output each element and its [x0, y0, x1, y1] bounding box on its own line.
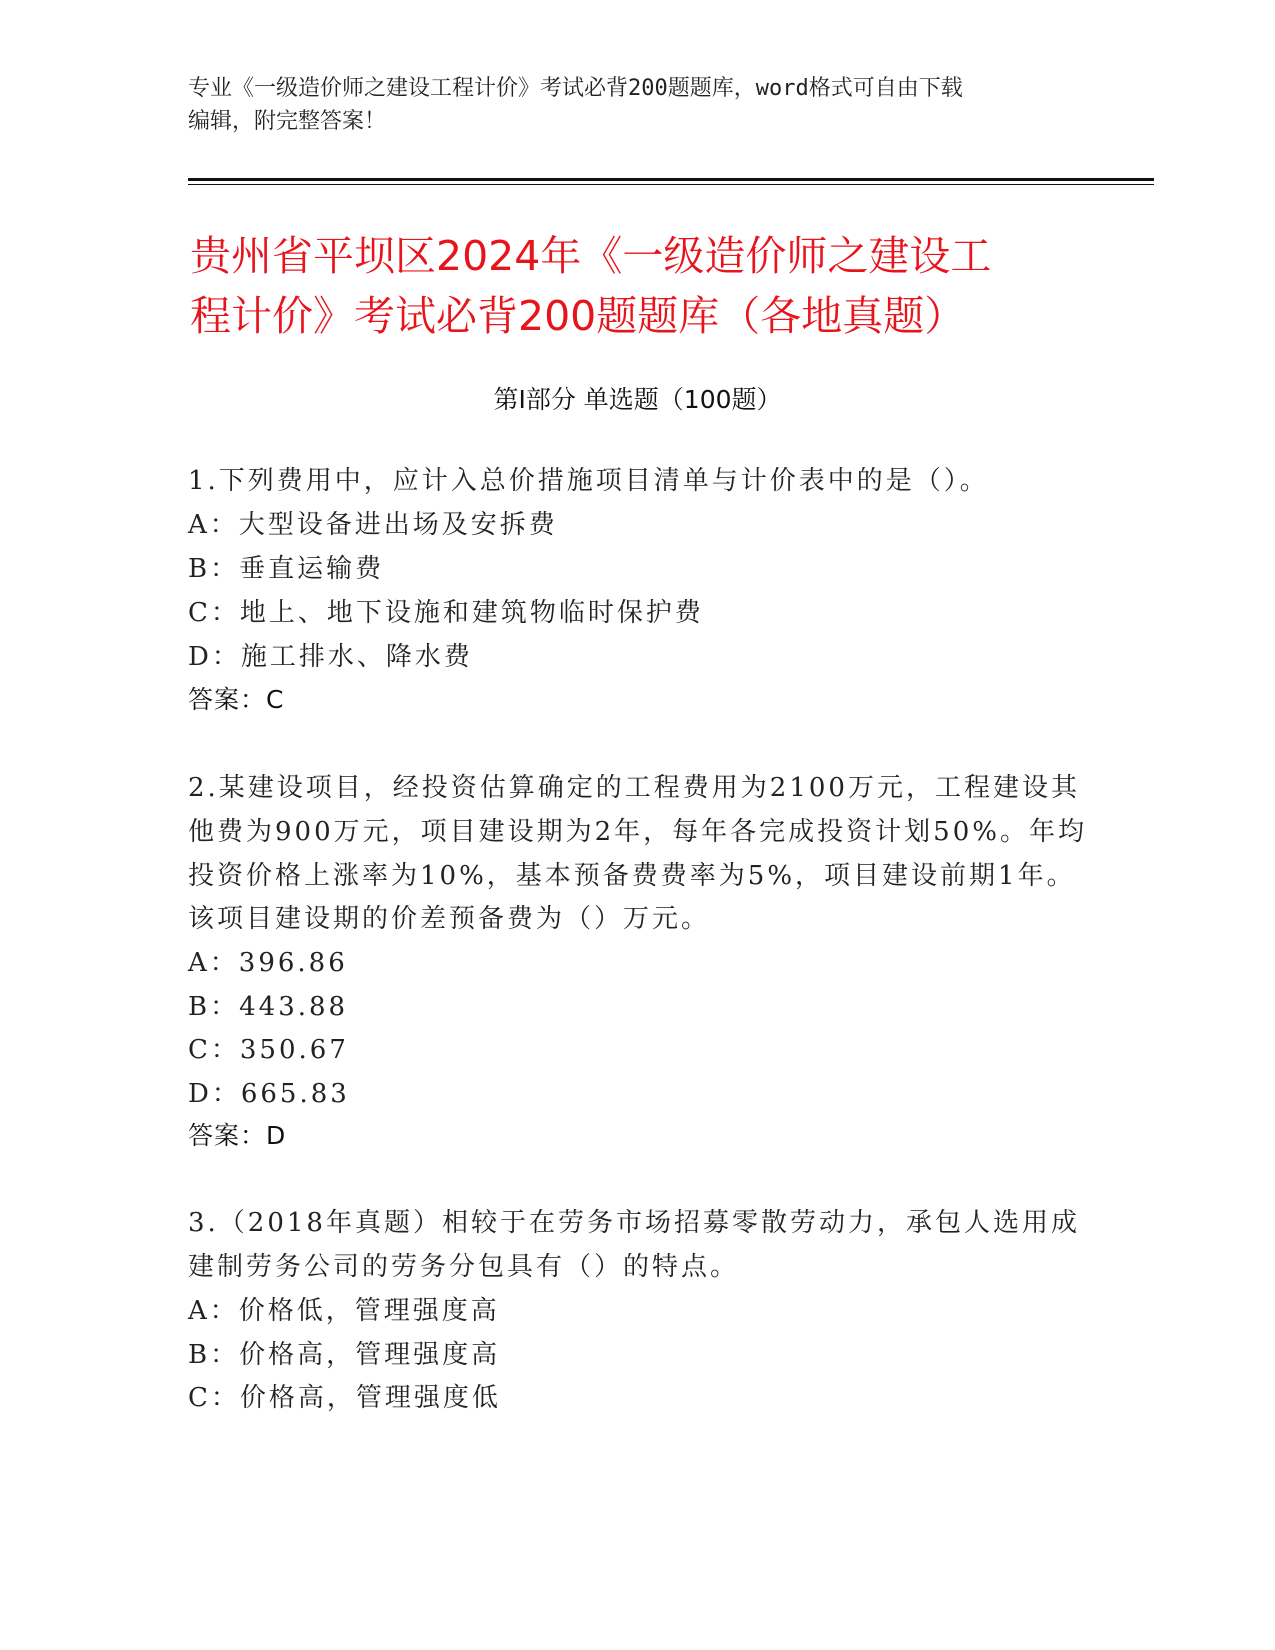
question-2-stem-line-2: 他费为900万元，项目建设期为2年，每年各完成投资计划50%。年均 [188, 817, 1087, 847]
header-divider-thin [188, 184, 1154, 185]
section-heading: 第Ⅰ部分 单选题（100题） [493, 385, 782, 414]
header-divider-thick [188, 178, 1154, 181]
question-1-stem: 1.下列费用中，应计入总价措施项目清单与计价表中的是（）。 [188, 466, 989, 496]
title-line-1: 贵州省平坝区2024年《一级造价师之建设工 [190, 232, 992, 280]
title-line-2: 程计价》考试必背200题题库（各地真题） [190, 292, 966, 340]
question-3-stem-line-2: 建制劳务公司的劳务分包具有（）的特点。 [188, 1252, 740, 1282]
question-3-option-a: A：价格低，管理强度高 [188, 1296, 500, 1326]
question-1-option-c: C：地上、地下设施和建筑物临时保护费 [188, 598, 704, 628]
question-1-option-d: D：施工排水、降水费 [188, 642, 473, 672]
question-1-option-a: A：大型设备进出场及安拆费 [188, 510, 558, 540]
question-3-stem-line-1: 3.（2018年真题）相较于在劳务市场招募零散劳动力，承包人选用成 [188, 1208, 1080, 1238]
question-2-option-a: A：396.86 [188, 948, 348, 978]
question-2-option-c: C：350.67 [188, 1035, 349, 1065]
document-title [190, 226, 1090, 346]
question-3-option-c: C：价格高，管理强度低 [188, 1383, 501, 1413]
question-1-option-b: B：垂直运输费 [188, 554, 385, 584]
question-3-option-b: B：价格高，管理强度高 [188, 1340, 501, 1370]
question-2-stem-line-4: 该项目建设期的价差预备费为（）万元。 [188, 904, 711, 934]
header-line-1: 专业《一级造价师之建设工程计价》考试必背200题题库，word格式可自由下载 [188, 76, 963, 101]
question-2-answer: 答案：D [188, 1121, 287, 1150]
question-2-option-b: B：443.88 [188, 992, 349, 1022]
question-2-stem-line-3: 投资价格上涨率为10%，基本预备费费率为5%，项目建设前期1年。 [188, 861, 1076, 891]
document-header [188, 72, 1068, 138]
question-1-answer: 答案：C [188, 685, 285, 714]
question-2-option-d: D：665.83 [188, 1079, 350, 1109]
header-line-2: 编辑，附完整答案！ [188, 109, 387, 134]
question-2-stem-line-1: 2.某建设项目，经投资估算确定的工程费用为2100万元，工程建设其 [188, 773, 1080, 803]
